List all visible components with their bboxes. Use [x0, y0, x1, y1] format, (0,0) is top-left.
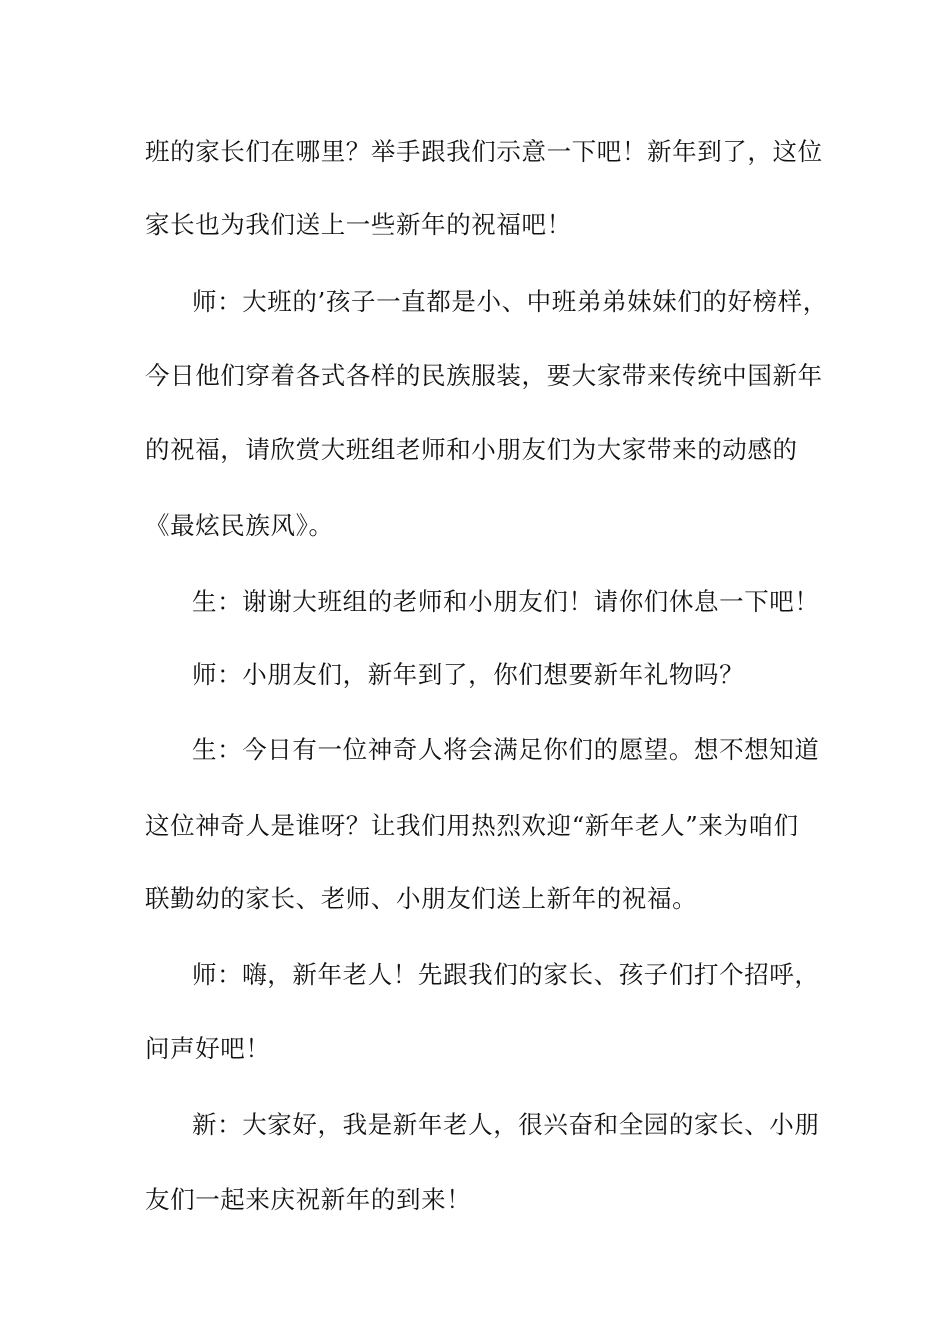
text-line: 家长也为我们送上一些新年的祝福吧！ [145, 210, 572, 239]
text-line: 联勤幼的家长、老师、小朋友们送上新年的祝福。 [145, 884, 698, 913]
text-line: 《最炫民族风》。 [145, 511, 334, 540]
paragraph-start-line: 生：谢谢大班组的老师和小朋友们！请你们休息一下吧！ [192, 587, 820, 616]
text-line: 问声好吧！ [145, 1034, 271, 1063]
text-line: 今日他们穿着各式各样的民族服装，要大家带来传统中国新年 [145, 361, 823, 390]
text-line: 的祝福，请欣赏大班组老师和小朋友们为大家带来的动感的 [145, 435, 798, 464]
paragraph-start-line: 师：小朋友们，新年到了，你们想要新年礼物吗？ [192, 660, 745, 689]
text-line: 这位神奇人是谁呀？让我们用热烈欢迎“新年老人”来为咱们 [145, 811, 799, 840]
paragraph-start-line: 师：嗨，新年老人！先跟我们的家长、孩子们打个招呼， [192, 960, 820, 989]
paragraph-start-line: 师：大班的’孩子一直都是小、中班弟弟妹妹们的好榜样， [192, 287, 828, 316]
text-line: 班的家长们在哪里？举手跟我们示意一下吧！新年到了，这位 [145, 137, 823, 166]
text-line: 友们一起来庆祝新年的到来！ [145, 1185, 472, 1214]
paragraph-start-line: 生：今日有一位神奇人将会满足你们的愿望。想不想知道 [192, 735, 820, 764]
paragraph-start-line: 新：大家好，我是新年老人，很兴奋和全园的家长、小朋 [192, 1110, 820, 1139]
